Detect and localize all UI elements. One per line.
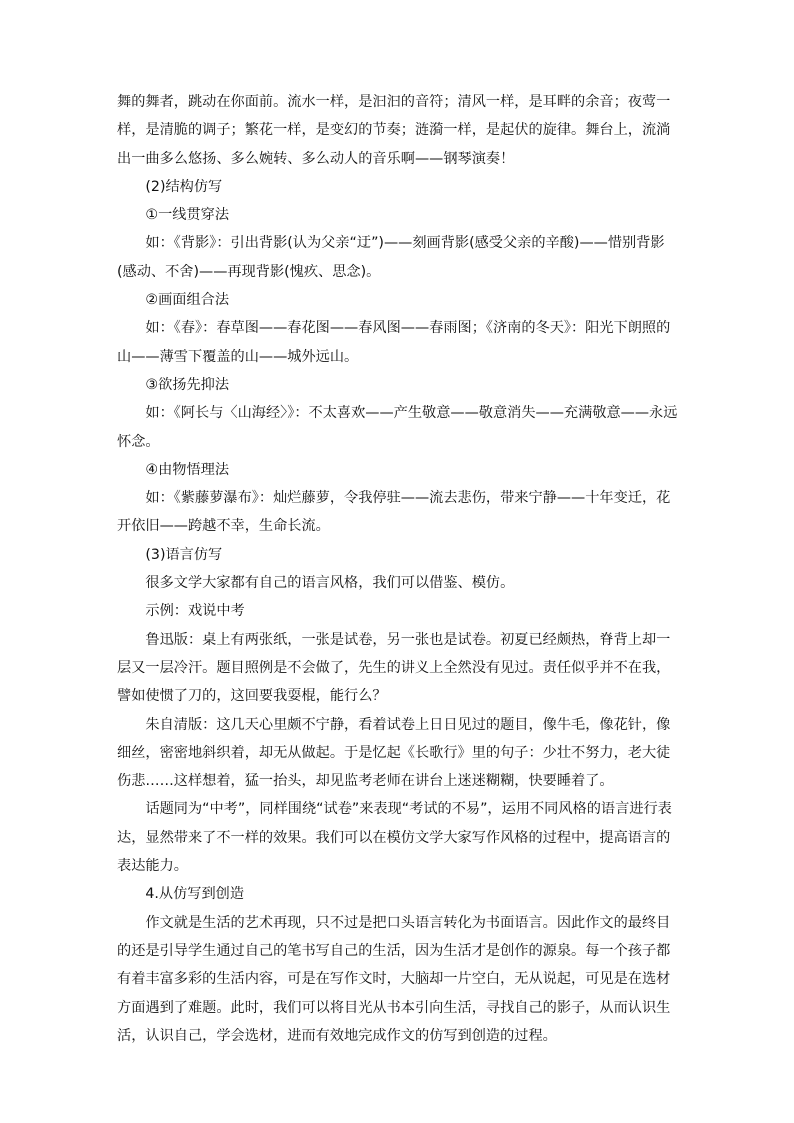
paragraph-summary: 话题同为“中考”，同样围绕“试卷”来表现“考试的不易”，运用不同风格的语言进行表达，显然带来了不一样的效果。我们可以在模仿文学大家写作风格的过程中，提高语言的表达能力。 [117, 801, 672, 875]
paragraph-example-chun: 如：《春》：春草图——春花图——春风图——春雨图；《济南的冬天》：阳光下朗照的山——薄雪下覆盖的山——城外远山。 [117, 320, 671, 365]
heading-one-thread-method: ①一线贯穿法 [145, 207, 230, 224]
heading-picture-combination-method: ②画面组合法 [145, 292, 230, 309]
paragraph-language-style: 很多文学大家都有自己的语言风格，我们可以借鉴、模仿。 [145, 575, 515, 592]
heading-imitation-to-creation: 4.从仿写到创造 [145, 886, 245, 903]
heading-suppress-before-praise-method: ③欲扬先抑法 [145, 376, 230, 393]
paragraph-creation: 作文就是生活的艺术再现，只不过是把口头语言转化为书面语言。因此作文的最终目的还是引导学生通过自己的笔书写自己的生活，因为生活才是创作的源泉。每一个孩子都有着丰富多彩的生活内容，可是在写作文时，大脑却一片空白，无从说起，可见是在选材方面遇到了难题。此时，我们可以将目光从书本引向生活，寻找自己的影子，从而认识生活，认识自己，学会选材，进而有效地完成作文的仿写到创造的过程。 [117, 914, 671, 1044]
paragraph-luxun-version: 鲁迅版：桌上有两张纸，一张是试卷，另一张也是试卷。初夏已经颇热，脊背上却一层又一层冷汗。题目照例是不会做了，先生的讲义上全然没有见过。责任似乎并不在我，譬如使惯了刀的，这回要我耍棍，能行么？ [117, 631, 671, 705]
heading-object-to-reason-method: ④由物悟理法 [145, 461, 230, 478]
heading-structure-imitation: (2)结构仿写 [145, 178, 223, 195]
paragraph-zhuziqing-version: 朱自清版：这几天心里颇不宁静，看着试卷上日日见过的题目，像牛毛，像花针，像细丝，密密地斜织着，却无从做起。于是忆起《长歌行》里的句子：少壮不努力，老大徒伤悲……这样想着，猛一抬头，却见监考老师在讲台上迷迷糊糊，快要睡着了。 [117, 716, 671, 790]
paragraph-example-title: 示例：戏说中考 [145, 603, 245, 620]
document-page [117, 88, 679, 1050]
paragraph-example-ziteng: 如：《紫藤萝瀑布》：灿烂藤萝，令我停驻——流去悲伤，带来宁静——十年变迁，花开依旧——跨越不幸，生命长流。 [117, 490, 671, 535]
paragraph-example-achang: 如：《阿长与〈山海经〉》：不太喜欢——产生敬意——敬意消失——充满敬意——永远怀念。 [117, 405, 678, 450]
paragraph-music-description: 舞的舞者，跳动在你面前。流水一样，是汩汩的音符；清风一样，是耳畔的余音；夜莺一样，是清脆的调子；繁花一样，是变幻的节奏；涟漪一样，是起伏的旋律。舞台上，流淌出一曲多么悠扬、多么婉转、多么动人的音乐啊——钢琴演奏！ [117, 94, 671, 167]
heading-language-imitation: (3)语言仿写 [145, 546, 223, 563]
paragraph-example-beiying: 如：《背影》：引出背影(认为父亲“迂”)——刻画背影(感受父亲的辛酸)——惜别背影(感动、不舍)——再现背影(愧疚、思念)。 [117, 235, 665, 280]
